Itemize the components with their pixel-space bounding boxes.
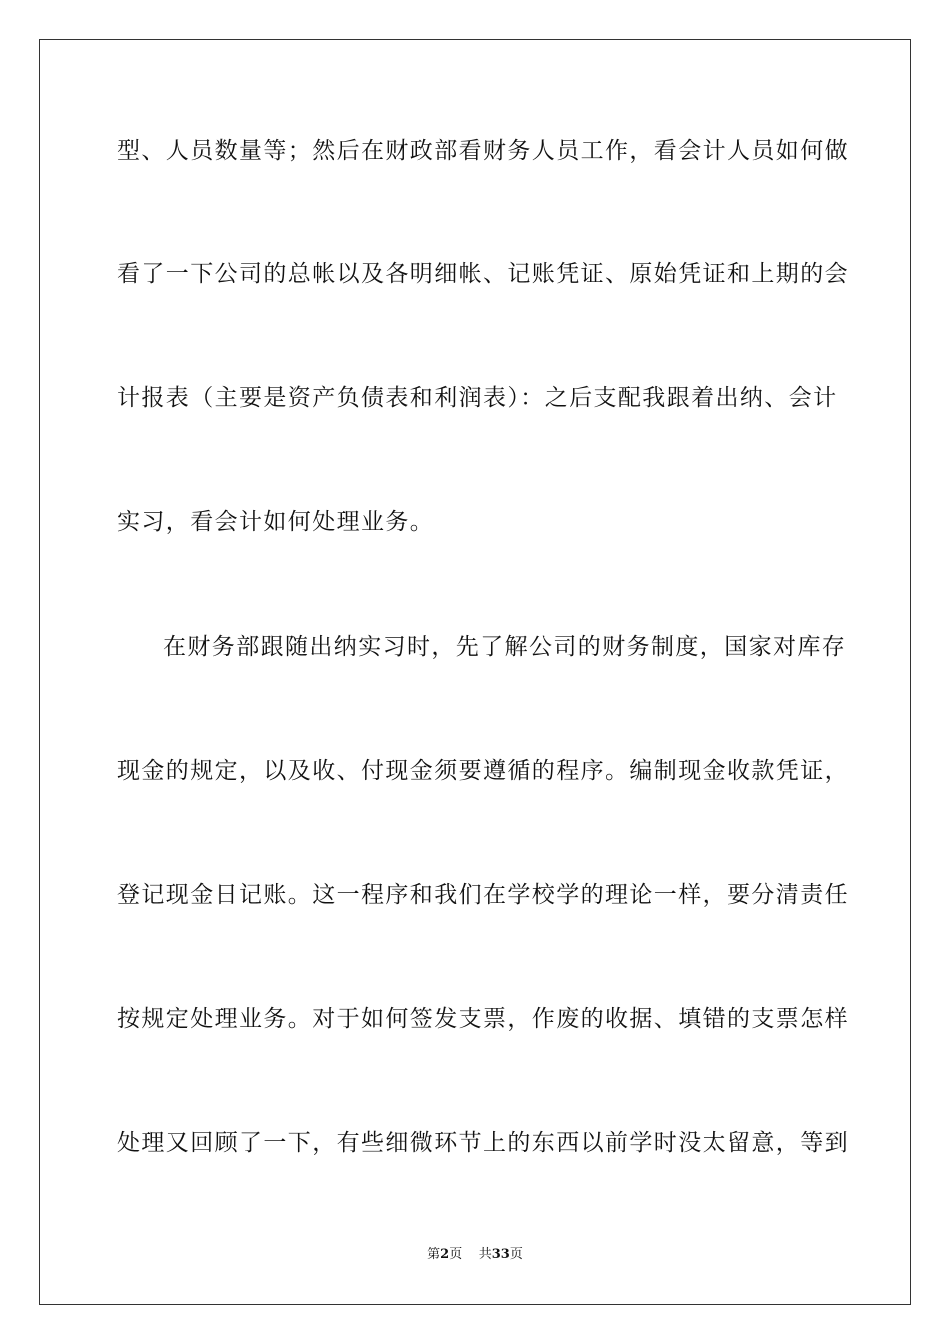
- footer-page-number: 2: [440, 1247, 450, 1262]
- page-border: [39, 39, 911, 1305]
- body-line-1: 型、人员数量等；然后在财政部看财务人员工作，看会计人员如何做: [117, 138, 849, 164]
- body-line-9: 处理又回顾了一下，有些细微环节上的东西以前学时没太留意，等到: [117, 1130, 849, 1156]
- body-line-5-paragraph-start: 在财务部跟随出纳实习时，先了解公司的财务制度，国家对库存: [163, 634, 847, 660]
- footer-page-suffix: 页: [449, 1247, 463, 1262]
- body-line-4: 实习，看会计如何处理业务。: [117, 509, 435, 535]
- body-line-8: 按规定处理业务。对于如何签发支票，作废的收据、填错的支票怎样: [117, 1006, 849, 1032]
- body-line-3: 计报表（主要是资产负债表和利润表）：之后支配我跟着出纳、会计: [117, 385, 838, 411]
- page-footer: [0, 1247, 950, 1263]
- footer-total-pages: 33: [491, 1247, 510, 1262]
- body-line-7: 登记现金日记账。这一程序和我们在学校学的理论一样，要分清责任: [117, 882, 849, 908]
- footer-total-suffix: 页: [509, 1247, 523, 1262]
- footer-page-prefix: 第: [427, 1247, 441, 1262]
- footer-total-prefix: 共: [478, 1247, 492, 1262]
- body-line-2: 看了一下公司的总帐以及各明细帐、记账凭证、原始凭证和上期的会: [117, 261, 849, 287]
- body-line-6: 现金的规定，以及收、付现金须要遵循的程序。编制现金收款凭证，: [117, 758, 849, 784]
